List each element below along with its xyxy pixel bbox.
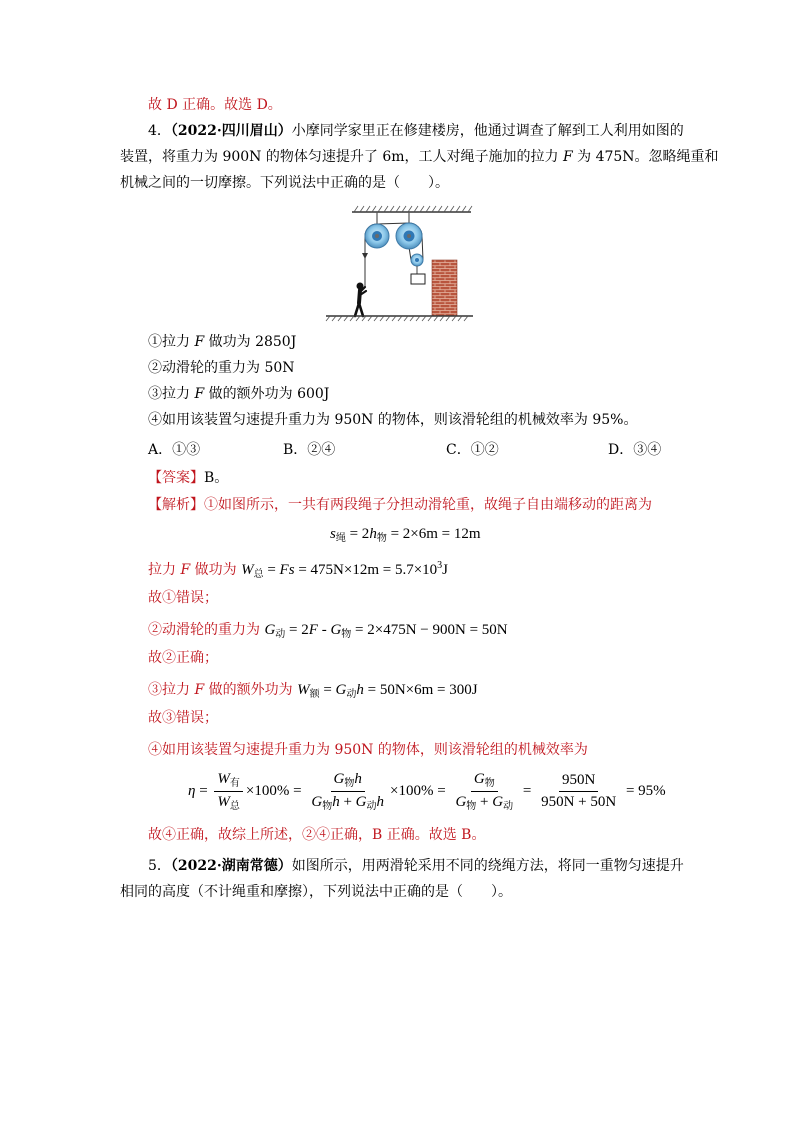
- f1-h-sub: 物: [376, 533, 387, 544]
- f5-g-d-sub: 物: [484, 778, 495, 790]
- formula-rope-distance: [330, 524, 481, 544]
- q4-source: （2022·四川眉山）: [170, 123, 292, 139]
- step-3-force-symbol: F: [194, 682, 205, 698]
- analysis-step-1-text: ①如图所示，一共有两段绳子分担动滑轮重，故绳子自由端移动的距离为: [204, 497, 652, 513]
- pull-force-arrow: [362, 253, 368, 259]
- f5-g-b-sub: 物: [322, 801, 333, 813]
- f3-g: G: [264, 622, 276, 638]
- fixed-pulley-left: [365, 224, 389, 248]
- f5-g-e-sub: 物: [466, 801, 477, 813]
- statement-1-text-a: ①拉力: [148, 334, 195, 350]
- f5-plus-1: +: [339, 794, 356, 811]
- analysis-tag: 【解析】: [148, 497, 204, 513]
- ground: [326, 316, 473, 321]
- f4-eq: =: [319, 682, 336, 698]
- formula-extra-work: [297, 682, 478, 698]
- f5-frac1-denominator: [214, 792, 243, 813]
- step-3-text-a: ③拉力: [148, 682, 195, 698]
- f4-w: W: [297, 682, 310, 698]
- f2-rest: = 475N×12m = 5.7×10: [294, 562, 438, 578]
- f5-w-useful-sub: 有: [229, 778, 240, 790]
- brick-wall: [432, 260, 457, 316]
- q5-stem-text-1: 如图所示，用两滑轮采用不同的绕绳方法，将同一重物匀速提升: [291, 858, 684, 874]
- f5-g-c: G: [355, 794, 367, 811]
- f5-frac4-denominator: 950N + 50N: [541, 794, 617, 811]
- f2-w: W: [241, 562, 254, 578]
- f5-h-c: h: [376, 794, 385, 811]
- f1-s: s: [330, 526, 336, 542]
- worker-figure: [355, 283, 366, 317]
- q4-statement-3: [148, 384, 329, 404]
- q5-number: 5．: [148, 858, 171, 874]
- f3-g-sub: 动: [275, 629, 286, 640]
- q5-stem-line-2: 相同的高度（不计绳重和摩擦），下列说法中正确的是（ ）。: [120, 884, 512, 900]
- f5-plus-2: +: [476, 794, 493, 811]
- f5-g-f-sub: 动: [503, 801, 514, 813]
- pulley-system-figure: [325, 203, 475, 323]
- f5-g-b: G: [311, 794, 323, 811]
- f2-w-sub: 总: [253, 569, 264, 580]
- f3-g2: G: [330, 622, 342, 638]
- choice-d: D．③④: [608, 442, 662, 458]
- statement-3-force-symbol: F: [194, 386, 205, 402]
- f3-minus: -: [317, 622, 331, 638]
- q4-statement-1: [148, 332, 296, 352]
- statement-3-text-a: ③拉力: [148, 386, 195, 402]
- statement-1-force-symbol: F: [194, 334, 205, 350]
- verdict-2: 故②正确；: [148, 650, 218, 666]
- f2-exp: 3: [437, 560, 443, 571]
- f5-frac4-numerator: 950N: [559, 771, 598, 792]
- f4-w-sub: 额: [309, 689, 320, 700]
- q4-statement-4: ④如用该装置匀速提升重力为 950N 的物体，则该滑轮组的机械效率为 95%。: [148, 412, 638, 428]
- f5-w-total-sub: 总: [229, 801, 240, 813]
- f1-s-sub: 绳: [335, 533, 346, 544]
- q5-stem-line-1: [148, 856, 684, 876]
- f5-w-useful: W: [217, 771, 230, 788]
- statement-3-text-b: 做的额外功为 600J: [204, 386, 330, 402]
- f4-g-sub: 动: [346, 689, 357, 700]
- f5-eq-2: =: [289, 783, 306, 799]
- work-force-symbol: F: [180, 562, 191, 578]
- fixed-pulley-right: [396, 223, 422, 249]
- f5-eq-1: =: [195, 783, 212, 799]
- formula-efficiency: [188, 768, 666, 814]
- q4-stem-text-2a: 装置，将重力为 900N 的物体匀速提升了 6m，工人对绳子施加的拉力: [120, 149, 563, 165]
- q4-choices: [0, 440, 794, 460]
- analysis-work-line: [148, 560, 448, 580]
- f2-s: s: [288, 562, 295, 578]
- f5-g-d: G: [473, 771, 485, 788]
- f5-pct-1: ×100%: [245, 783, 290, 799]
- f5-pct-2: ×100%: [390, 783, 434, 799]
- f5-g-e: G: [455, 794, 467, 811]
- weight-block: [411, 274, 425, 284]
- f5-frac2-numerator: [331, 770, 365, 792]
- q4-stem-text-1: 小摩同学家里正在修建楼房，他通过调查了解到工人利用如图的: [291, 123, 684, 139]
- q4-stem-line-2: [120, 147, 719, 167]
- q4-stem-line-1: [148, 121, 684, 141]
- q4-stem-text-2b: 为 475N。忽略绳重和: [572, 149, 719, 165]
- f5-fraction-numeric: [538, 771, 619, 812]
- f4-g: G: [335, 682, 347, 698]
- f2-f: F: [279, 562, 289, 578]
- previous-question-conclusion: 故 D 正确。故选 D。: [148, 97, 282, 113]
- f5-eq-4: =: [519, 783, 536, 799]
- answer-tag: 【答案】: [148, 470, 204, 486]
- f3-g2-sub: 物: [341, 629, 352, 640]
- f5-h-a: h: [354, 771, 362, 788]
- analysis-step-1: [148, 495, 652, 515]
- q5-source: （2022·湖南常德）: [170, 858, 292, 874]
- f5-h-b: h: [332, 794, 340, 811]
- choice-b: B．②④: [283, 442, 336, 458]
- analysis-step-3: [148, 680, 478, 700]
- q4-stem-line-3: 机械之间的一切摩擦。下列说法中正确的是（ ）。: [120, 175, 449, 191]
- f1-rest: = 2×6m = 12m: [386, 526, 481, 542]
- f1-eq1: = 2: [345, 526, 370, 542]
- f4-h: h: [356, 682, 364, 698]
- f5-result: = 95%: [622, 783, 666, 799]
- verdict-1: 故①错误；: [148, 590, 218, 606]
- choice-c: C．①②: [446, 442, 499, 458]
- verdict-3: 故③错误；: [148, 710, 218, 726]
- f5-frac2-denominator: [308, 792, 387, 813]
- f5-frac3-denominator: [452, 792, 516, 813]
- analysis-step-2: [148, 620, 508, 640]
- q4-answer: [148, 468, 228, 488]
- ceiling: [352, 206, 472, 212]
- answer-value: B。: [204, 470, 229, 486]
- f5-g-a: G: [333, 771, 345, 788]
- work-text-b: 做功为: [190, 562, 242, 578]
- statement-1-text-b: 做功为 2850J: [204, 334, 297, 350]
- movable-pulley: [411, 254, 423, 274]
- f2-eq: =: [263, 562, 280, 578]
- f2-unit: J: [442, 562, 448, 578]
- f4-rest: = 50N×6m = 300J: [363, 682, 478, 698]
- f5-eta: η: [188, 783, 196, 799]
- f5-fraction-work: [214, 770, 243, 813]
- f3-f: F: [308, 622, 318, 638]
- work-text-a: 拉力: [148, 562, 181, 578]
- q4-statement-2: ②动滑轮的重力为 50N: [148, 360, 295, 376]
- f5-g-a-sub: 物: [344, 778, 355, 790]
- formula-total-work: [241, 562, 448, 578]
- f5-frac1-numerator: [214, 770, 243, 792]
- step-2-text: ②动滑轮的重力为: [148, 622, 265, 638]
- f5-fraction-gh: [308, 770, 387, 813]
- f5-g-f: G: [492, 794, 504, 811]
- analysis-step-4: ④如用该装置匀速提升重力为 950N 的物体，则该滑轮组的机械效率为: [148, 742, 588, 758]
- choice-a: A．①③: [148, 442, 201, 458]
- f5-w-total: W: [217, 794, 230, 811]
- f3-rest: = 2×475N − 900N = 50N: [351, 622, 508, 638]
- f5-frac3-numerator: [471, 770, 498, 792]
- q4-stem-force-symbol: F: [562, 149, 573, 165]
- f1-h: h: [369, 526, 377, 542]
- step-3-text-b: 做的额外功为: [204, 682, 298, 698]
- f3-eq1: = 2: [285, 622, 309, 638]
- pulley-system-drawing: [325, 203, 475, 323]
- f5-eq-3: =: [433, 783, 450, 799]
- f5-fraction-g: [452, 770, 516, 813]
- q4-number: 4．: [148, 123, 171, 139]
- formula-moving-pulley-weight: [264, 622, 507, 638]
- analysis-conclusion: 故④正确，故综上所述，②④正确，B 正确。故选 B。: [148, 827, 486, 843]
- f5-g-c-sub: 动: [366, 801, 377, 813]
